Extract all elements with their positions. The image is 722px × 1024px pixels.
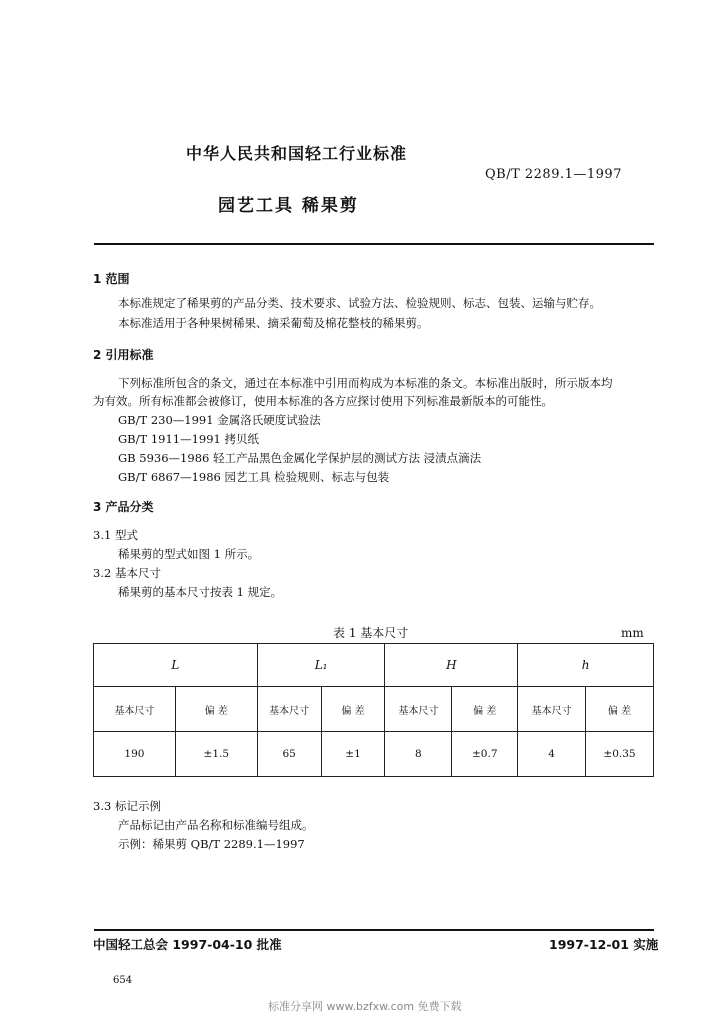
table-caption: 表 1 基本尺寸 (333, 626, 409, 640)
section-3-3-heading: 3.3 标记示例 (93, 799, 161, 813)
table-cell: ±0.35 (586, 732, 654, 777)
table-unit: mm (621, 626, 644, 640)
section-3-3-line-2: 示例：稀果剪 QB/T 2289.1—1997 (118, 837, 305, 851)
subheader-cell: 偏 差 (321, 687, 385, 732)
group-header-H: H (385, 644, 518, 687)
section-3-3-line-1: 产品标记由产品名称和标准编号组成。 (118, 818, 314, 832)
group-header-h: h (518, 644, 654, 687)
table-cell: ±0.7 (452, 732, 518, 777)
subheader-cell: 基本尺寸 (94, 687, 176, 732)
reference-item: GB/T 230—1991 金属洛氏硬度试验法 (118, 413, 321, 427)
group-header-L: L (94, 644, 258, 687)
group-header-L1: L₁ (257, 644, 385, 687)
table-cell: ±1.5 (175, 732, 257, 777)
reference-item: GB/T 1911—1991 拷贝纸 (118, 432, 260, 446)
table-cell: 65 (257, 732, 321, 777)
section-2-paragraph-line-1: 下列标准所包含的条文，通过在本标准中引用而构成为本标准的条文。本标准出版时，所示版本均 (118, 376, 613, 390)
document-title: 园艺工具 稀果剪 (218, 196, 359, 216)
subheader-cell: 基本尺寸 (518, 687, 586, 732)
table-group-header-row (94, 644, 654, 687)
footer-divider (94, 929, 654, 931)
basic-dimensions-table (93, 643, 654, 777)
table-cell: 4 (518, 732, 586, 777)
standard-code: QB/T 2289.1—1997 (485, 167, 622, 182)
reference-item: GB/T 6867—1986 园艺工具 检验规则、标志与包装 (118, 470, 390, 484)
table-row (94, 732, 654, 777)
section-3-2-heading: 3.2 基本尺寸 (93, 566, 161, 580)
table-cell: 8 (385, 732, 452, 777)
table-cell: ±1 (321, 732, 385, 777)
section-1-paragraph-2: 本标准适用于各种果树稀果、摘采葡萄及棉花整枝的稀果剪。 (118, 316, 429, 330)
subheader-cell: 偏 差 (586, 687, 654, 732)
page-number: 654 (113, 975, 133, 986)
implementation-date: 1997-12-01 实施 (549, 937, 659, 952)
section-3-heading: 3 产品分类 (93, 500, 154, 514)
section-3-1-text: 稀果剪的型式如图 1 所示。 (118, 547, 260, 561)
subheader-cell: 偏 差 (175, 687, 257, 732)
approval-date: 中国轻工总会 1997-04-10 批准 (93, 937, 282, 952)
table-subheader-row (94, 687, 654, 732)
subheader-cell: 基本尺寸 (257, 687, 321, 732)
section-3-2-text: 稀果剪的基本尺寸按表 1 规定。 (118, 585, 283, 599)
section-2-heading: 2 引用标准 (93, 348, 154, 362)
subheader-cell: 偏 差 (452, 687, 518, 732)
watermark-text: 标准分享网 www.bzfxw.com 免费下载 (268, 1000, 462, 1013)
subheader-cell: 基本尺寸 (385, 687, 452, 732)
section-2-paragraph-line-2: 为有效。所有标准都会被修订，使用本标准的各方应探讨使用下列标准最新版本的可能性。 (93, 394, 553, 408)
issuing-organization: 中华人民共和国轻工行业标准 (186, 144, 408, 163)
header-divider (94, 243, 654, 245)
reference-item: GB 5936—1986 轻工产品黑色金属化学保护层的测试方法 浸渍点滴法 (118, 451, 482, 465)
section-1-paragraph-1: 本标准规定了稀果剪的产品分类、技术要求、试验方法、检验规则、标志、包装、运输与贮存。 (118, 296, 601, 310)
table-cell: 190 (94, 732, 176, 777)
section-3-1-heading: 3.1 型式 (93, 528, 138, 542)
section-1-heading: 1 范围 (93, 272, 130, 286)
